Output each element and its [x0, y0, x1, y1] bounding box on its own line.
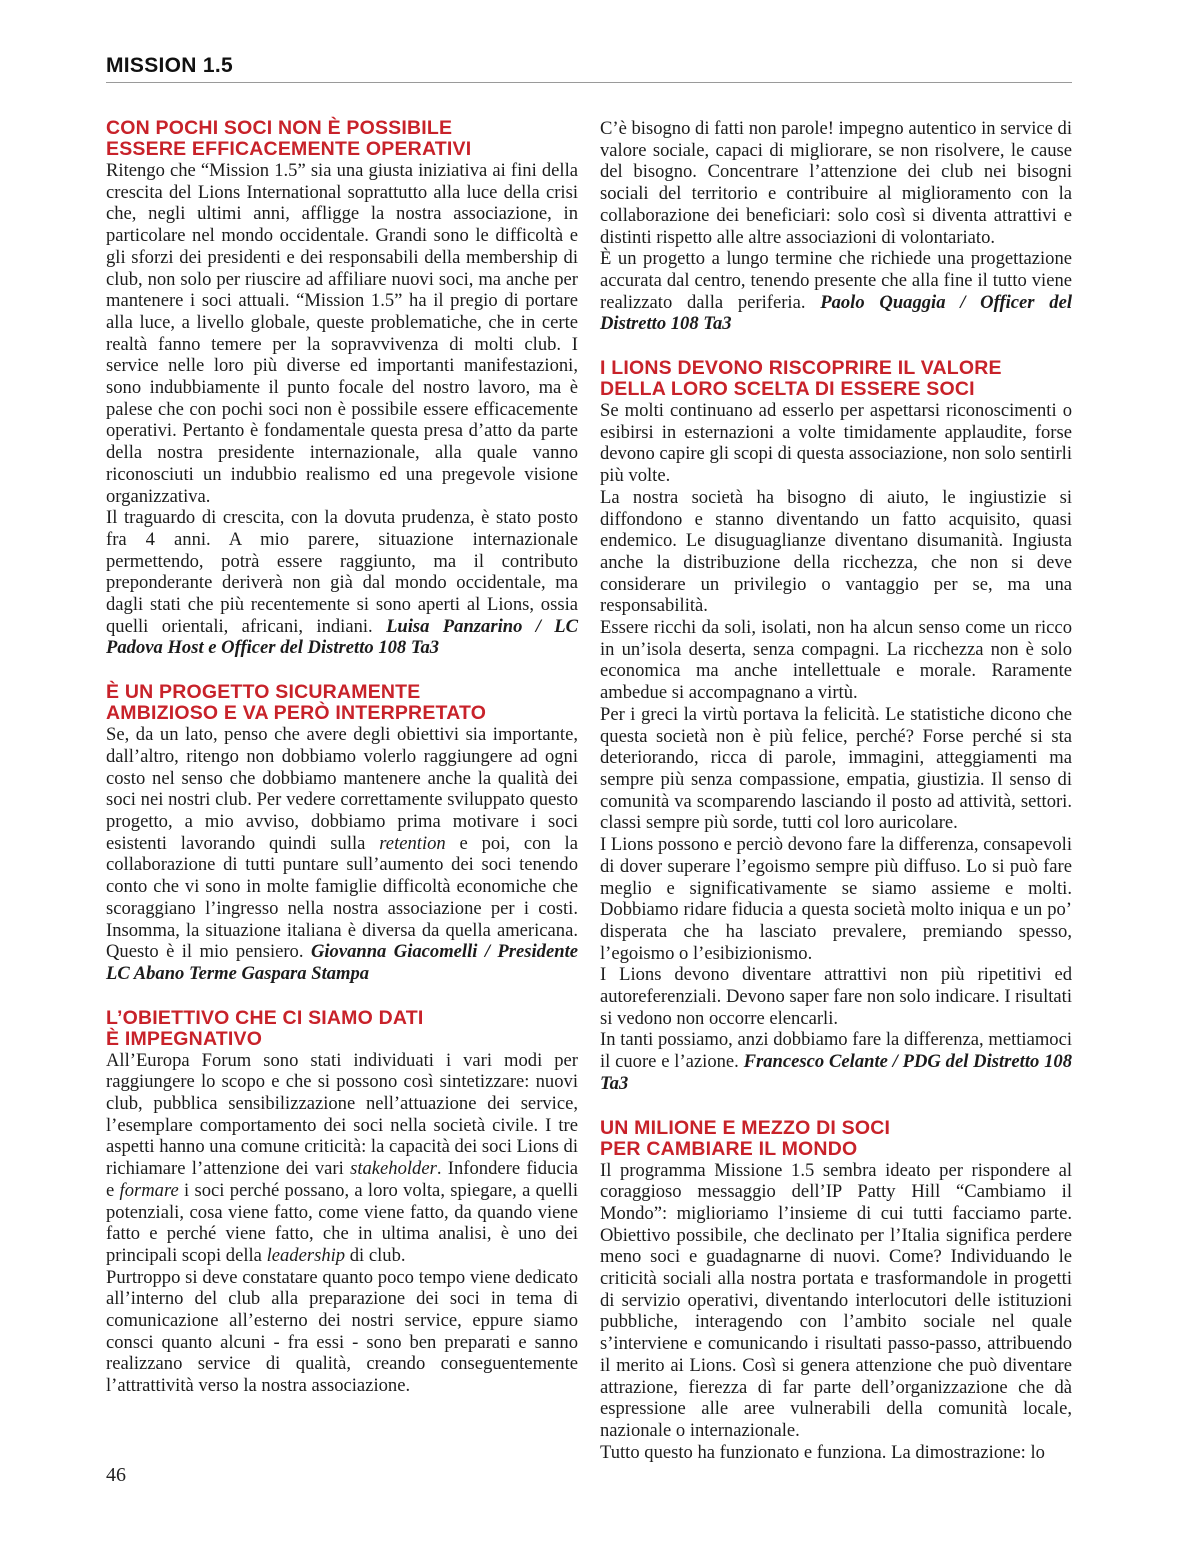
- page-number: 46: [106, 1464, 126, 1486]
- paragraph-text: Il traguardo di crescita, con la dovuta prudenza, è stato posto fra 4 anni. A mio parere, situazione internazionale permettendo, potrà essere raggiunto, ma il contributo preponderante deriverà non già dal mondo occidentale, ma dagli stati che più recentemente si sono aperti al Lions, ossia quelli orientali, africani, indiani.: [106, 507, 578, 637]
- section-1-paragraph: [106, 507, 578, 659]
- section-3-signature: Paolo Quaggia / Officer del Distretto 108 Ta3: [600, 291, 1072, 335]
- section-title-line: DELLA LORO SCELTA DI ESSERE SOCI: [600, 378, 975, 401]
- paragraph-text: e poi, con la collaborazione di tutti puntare sull’aumento dei soci tenendo conto che vi sono in molte famiglie difficoltà economiche che scoraggiano l’ingresso nella nostra associazione per i costi. Insomma, la situazione italiana è diversa da quella americana. Questo è il mio pensiero.: [106, 832, 578, 963]
- section-4-paragraph: I Lions possono e perciò devono fare la differenza, consapevoli di dover superare l’egoismo sempre più diffuso. Lo si può fare meglio e significativamente se siamo assieme e molti. Dobbiamo ridare fiducia a questa società molto iniqua e un po’ disperata che ha lasciato prevalere, premiando spesso, l’egoismo o l’esibizionismo.: [600, 834, 1072, 964]
- paragraph-text: All’Europa Forum sono stati individuati i vari modi per raggiungere lo scopo e che si possono così sintetizzare: nuovi club, pubblica sensibilizzazione nell’attuazione dei service, l’esemplare comportamento dei soci nella società civile. I tre aspetti hanno una comune criticità: la capacità dei soci Lions di richiamare l’attenzione dei vari: [106, 1049, 578, 1180]
- section-1-title: [106, 118, 578, 160]
- section-title-line: È IMPEGNATIVO: [106, 1027, 263, 1050]
- section-2-title: [106, 682, 578, 724]
- header-divider: [106, 82, 1072, 83]
- italic-term: stakeholder: [350, 1158, 437, 1180]
- section-5-paragraph: Tutto questo ha funzionato e funziona. La dimostrazione: lo: [600, 1441, 1045, 1463]
- section-5-title: [600, 1118, 1072, 1160]
- section-title-line: CON POCHI SOCI NON È POSSIBILE: [106, 117, 453, 139]
- section-1-paragraph: Ritengo che “Mission 1.5” sia una giusta iniziativa ai fini della crescita del Lions International soprattutto alla luce della crisi che, negli ultimi anni, affligge la nostra associazione, in particolare nel mondo occidentale. Grandi sono le difficoltà e gli sforzi dei presidenti e dei responsabili della membership di club, non solo per riuscire ad affiliare nuovi soci, ma anche per mantenere i soci attuali. “Mission 1.5” ha il pregio di portare alla luce, a livello globale, queste problematiche, che in certe realtà fanno temere per la sopravvivenza di molti club. I service nelle loro più diverse ed importanti manifestazioni, sono indubbiamente il punto focale del nostro lavoro, ma è palese che con pochi soci non è possibile essere efficacemente operativi. Pertanto è fondamentale questa presa d’atto da parte della nostra presidente internazionale, alla quale vanno riconosciuti un indubbio realismo ed una pregevole visione organizzativa.: [106, 160, 578, 507]
- section-3-paragraph: [600, 248, 1072, 335]
- section-title-line: PER CAMBIARE IL MONDO: [600, 1137, 858, 1160]
- section-5-paragraph: Il programma Missione 1.5 sembra ideato per rispondere al coraggioso messaggio dell’IP Patty Hill “Cambiamo il Mondo”: miglioriamo l’insieme di cui tutti facciamo parte. Obiettivo possibile, che declinato per l’Italia significa perdere meno soci e guadagnarne di nuovi. Come? Individuando le criticità sociali alla nostra portata e trasformandole in progetti di servizio operativi, diventando interlocutori delle istituzioni pubbliche, interagendo con l’ambito sociale nel quale s’interviene e comunicando i risultati passo-passo, attribuendo il merito ai Lions. Così si genera attenzione che può diventare attrazione, fierezza di far parte dell’organizzazione che dà espressione alle aree vulnerabili della comunità locale, nazionale o internazionale.: [600, 1159, 1072, 1441]
- section-title-line: AMBIZIOSO E VA PERÒ INTERPRETATO: [106, 702, 487, 725]
- section-4-paragraph: [600, 1029, 1072, 1094]
- italic-term: formare: [119, 1179, 179, 1201]
- italic-term: leadership: [266, 1244, 346, 1266]
- paragraph-text: È un progetto a lungo termine che richiede una progettazione accurata dal centro, tenendo presente che alla fine il tutto viene realizzato dalla periferia.: [600, 248, 1072, 313]
- paragraph-text: i soci perché possano, a loro volta, spiegare, a quelli potenziali, cosa viene fatto, come viene fatto, da quando viene fatto e perché viene fatto, che in ultima analisi, è uno dei principali scopi della: [106, 1179, 578, 1266]
- section-4-paragraph: I Lions devono diventare attrattivi non più ripetitivi ed autoreferenziali. Devono saper fare non solo indicare. I risultati si vedono non occorre elencarli.: [600, 964, 1072, 1029]
- section-4-paragraph: Per i greci la virtù portava la felicità. Le statistiche dicono che questa società non è più felice, perché? Forse perché si sta deteriorando, ricca di parole, immagini, atteggiamenti ma sempre più senza compassione, empatia, giustizia. Il senso di comunità va scomparendo lasciando il posto ad attività, settori. classi sempre più sorde, tutti col loro auricolare.: [600, 703, 1072, 834]
- section-title-line: I LIONS DEVONO RISCOPRIRE IL VALORE: [600, 357, 1002, 380]
- paragraph-text: . Infondere fiducia e: [106, 1158, 578, 1201]
- section-2-paragraph: [106, 724, 578, 984]
- page-header-title: MISSION 1.5: [106, 54, 234, 77]
- paragraph-text: Se, da un lato, penso che avere degli obiettivi sia importante, dall’altro, ritengo non dobbiamo volerlo raggiungere ad ogni costo nel senso che dobbiamo mantenere anche la qualità dei soci nei nostri club. Per vedere correttamente sviluppato questo progetto, a mio avviso, dobbiamo prima motivare i soci esistenti lavorando quindi sulla: [106, 724, 578, 854]
- section-3-title: [106, 1008, 578, 1050]
- section-4-paragraph: Se molti continuano ad esserlo per aspettarsi riconoscimenti o esibirsi in esternazioni a volte timidamente applaudite, forse devono capire gli scopi di questa associazione, non solo sentirli più volte.: [600, 400, 1072, 487]
- section-4-paragraph: La nostra società ha bisogno di aiuto, le ingiustizie si diffondono e stanno diventando un fatto acquisito, quasi endemico. Le disuguaglianze diventano disumanità. Ingiusta anche la distribuzione della ricchezza, che non si deve considerare un privilegio o vantaggio per se, ma una responsabilità.: [600, 486, 1072, 617]
- section-4-title: [600, 358, 1072, 400]
- section-title-line: UN MILIONE E MEZZO DI SOCI: [600, 1116, 891, 1139]
- section-4-signature: Francesco Celante / PDG del Distretto 108 Ta3: [600, 1051, 1072, 1094]
- right-column: [600, 118, 1072, 1463]
- italic-term: retention: [379, 832, 446, 854]
- section-title-line: È UN PROGETTO SICURAMENTE: [106, 681, 421, 704]
- section-3-paragraph: C’è bisogno di fatti non parole! impegno autentico in service di valore sociale, capaci di migliorare, se non risolvere, le cause del bisogno. Concentrare l’attenzione dei club nei bisogni sociali del territorio e contribuire al miglioramento con la collaborazione dei beneficiari: solo così si diventa attrattivi e distinti rispetto alle altre associazioni di volontariato.: [600, 118, 1072, 248]
- section-4-paragraph: Essere ricchi da soli, isolati, non ha alcun senso come un ricco in un’isola deserta, senza compagni. La ricchezza non è solo economica ma anche intellettuale e morale. Raramente ambedue si accompagnano a virtù.: [600, 617, 1072, 704]
- section-title-line: L’OBIETTIVO CHE CI SIAMO DATI: [106, 1006, 424, 1029]
- left-column: [106, 118, 578, 1397]
- paragraph-text: di club.: [345, 1244, 406, 1266]
- paragraph-text: In tanti possiamo, anzi dobbiamo fare la differenza, mettiamoci il cuore e l’azione.: [600, 1029, 1072, 1073]
- section-3-paragraph: Purtroppo si deve constatare quanto poco tempo viene dedicato all’interno del club alla preparazione dei soci in tema di comunicazione all’esterno dei nostri service, eppure siamo consci quanto alcuni - fra essi - sono ben preparati e sanno realizzano service di qualità, creando conseguentemente l’attrattività verso la nostra associazione.: [106, 1266, 578, 1397]
- section-title-line: ESSERE EFFICACEMENTE OPERATIVI: [106, 138, 472, 160]
- section-3-paragraph: [106, 1050, 578, 1267]
- section-2-signature: Giovanna Giacomelli / Presidente LC Abano Terme Gaspara Stampa: [106, 941, 578, 984]
- section-1-signature: Luisa Panzarino / LC Padova Host e Officer del Distretto 108 Ta3: [106, 615, 578, 659]
